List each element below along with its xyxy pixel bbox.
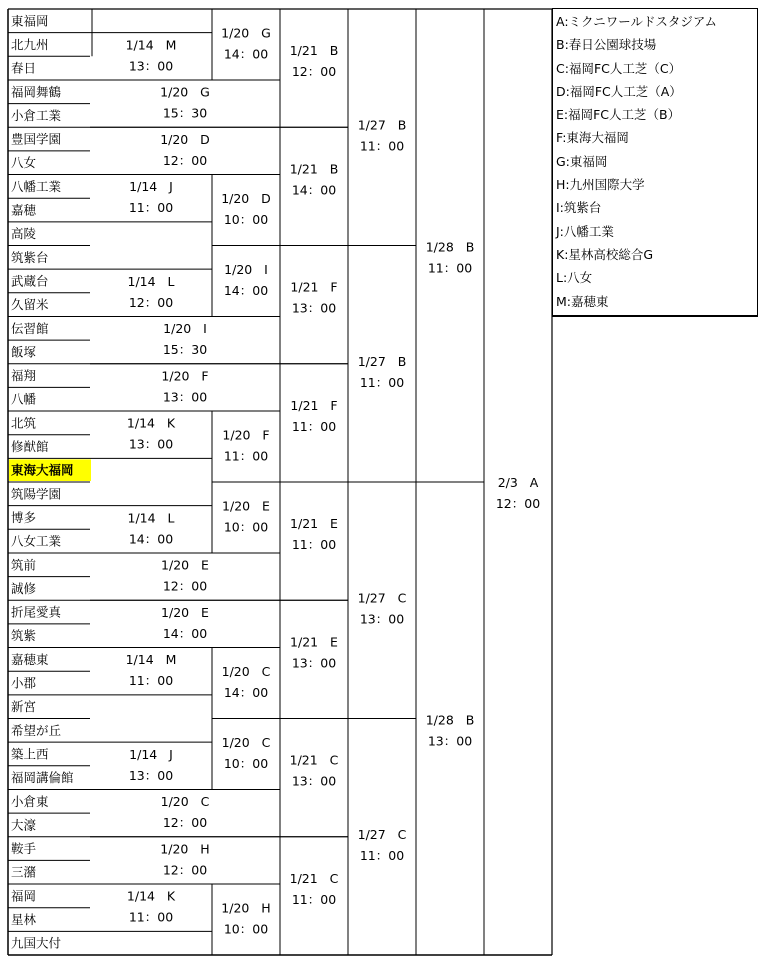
r4-match-date-venue: 1/27 B xyxy=(357,353,407,369)
team-name: 春日 xyxy=(11,60,37,76)
r3-match-date-venue: 1/21 E xyxy=(290,516,338,532)
team-name: 小郡 xyxy=(11,675,37,691)
team-name: 嘉穂東 xyxy=(11,651,49,667)
legend-item: L:八女 xyxy=(556,270,593,286)
r5-match-time: 13：00 xyxy=(427,733,473,749)
r1-match-time: 12：00 xyxy=(128,294,174,310)
r3-match-time: 14：00 xyxy=(291,182,337,198)
team-name: 筑紫 xyxy=(11,628,37,644)
team-name: 福岡 xyxy=(11,888,37,904)
team-name: 東福岡 xyxy=(11,13,49,29)
r1-match-time: 11：00 xyxy=(128,200,174,216)
r2-match-time: 12：00 xyxy=(162,862,208,878)
r2-match-time: 14：00 xyxy=(223,282,269,298)
r3-match-time: 13：00 xyxy=(291,300,337,316)
team-name: 星林 xyxy=(11,912,37,928)
r2-match-date-venue: 1/20 H xyxy=(221,900,271,916)
r5-match-date-venue: 1/28 B xyxy=(425,712,475,728)
r3-match-date-venue: 1/21 F xyxy=(290,279,338,295)
r2-match-time: 11：00 xyxy=(223,448,269,464)
team-name: 八女 xyxy=(11,155,37,171)
legend-item: F:東海大福岡 xyxy=(556,130,629,146)
r3-match-date-venue: 1/21 C xyxy=(289,870,339,886)
r2-match-time: 10：00 xyxy=(223,921,269,937)
team-name: 福岡舞鶴 xyxy=(11,84,62,100)
r4-match-time: 13：00 xyxy=(359,611,405,627)
r5-match-date-venue: 1/28 B xyxy=(425,239,475,255)
team-name: 折尾愛真 xyxy=(11,604,62,620)
team-name: 八女工業 xyxy=(11,533,62,549)
r2-match-date-venue: 1/20 D xyxy=(160,131,210,147)
legend-item: E:福岡FC人工芝（B） xyxy=(556,107,681,123)
team-name: 博多 xyxy=(11,509,37,525)
r1-match-date-venue: 1/14 M xyxy=(125,37,177,53)
r3-match-time: 11：00 xyxy=(291,537,337,553)
r3-match-date-venue: 1/21 E xyxy=(290,634,338,650)
r1-match-date-venue: 1/14 J xyxy=(129,179,173,195)
r2-match-date-venue: 1/20 H xyxy=(160,841,210,857)
team-name: 筑紫台 xyxy=(11,249,49,265)
r2-match-date-venue: 1/20 G xyxy=(221,25,271,41)
r1-match-time: 11：00 xyxy=(128,909,174,925)
team-name: 修猷館 xyxy=(11,439,49,455)
team-name: 福岡講倫館 xyxy=(11,770,74,786)
legend-item: K:星林高校総合G xyxy=(556,246,654,262)
r2-match-date-venue: 1/20 F xyxy=(222,427,270,443)
legend-item: D:福岡FC人工芝（A） xyxy=(556,83,682,99)
r2-match-time: 15：30 xyxy=(162,342,208,358)
r2-match-time: 12：00 xyxy=(162,815,208,831)
r3-match-date-venue: 1/21 F xyxy=(290,397,338,413)
team-name: 小倉東 xyxy=(11,793,49,809)
r5-match-time: 11：00 xyxy=(427,260,473,276)
r1-match-time: 13：00 xyxy=(128,767,174,783)
r3-match-time: 11：00 xyxy=(291,418,337,434)
legend-item: B:春日公園球技場 xyxy=(556,37,657,53)
r3-match-time: 12：00 xyxy=(291,64,337,80)
team-name: 久留米 xyxy=(11,297,49,313)
r2-match-time: 10：00 xyxy=(223,519,269,535)
r2-match-time: 13：00 xyxy=(162,389,208,405)
r2-match-time: 15：30 xyxy=(162,105,208,121)
r2-match-date-venue: 1/20 E xyxy=(222,498,270,514)
team-name: 三潴 xyxy=(11,864,37,880)
r1-match-time: 14：00 xyxy=(128,531,174,547)
legend-item: I:筑紫台 xyxy=(556,200,602,216)
team-name: 東海大福岡 xyxy=(11,462,74,478)
team-name: 飯塚 xyxy=(11,344,37,360)
team-name: 豊国学園 xyxy=(11,131,62,147)
r3-match-date-venue: 1/21 C xyxy=(289,752,339,768)
r1-match-time: 13：00 xyxy=(128,436,174,452)
final-match-time: 12：00 xyxy=(495,496,541,511)
r3-match-time: 11：00 xyxy=(291,891,337,907)
r1-match-date-venue: 1/14 J xyxy=(129,746,173,762)
r4-match-time: 11：00 xyxy=(359,374,405,390)
venue-legend xyxy=(552,8,758,317)
r1-match-date-venue: 1/14 L xyxy=(127,273,175,289)
r2-match-time: 14：00 xyxy=(162,625,208,641)
r2-match-date-venue: 1/20 G xyxy=(160,84,210,100)
legend-item: G:東福岡 xyxy=(556,153,608,169)
r2-match-time: 14：00 xyxy=(223,46,269,62)
legend-item: C:福岡FC人工芝（C） xyxy=(556,60,682,76)
r4-match-time: 11：00 xyxy=(359,847,405,863)
r2-match-date-venue: 1/20 I xyxy=(224,261,268,277)
legend-item: A:ミクニワールドスタジアム xyxy=(556,14,718,29)
team-name: 北九州 xyxy=(11,36,49,52)
r1-match-time: 13：00 xyxy=(128,58,174,74)
r2-match-date-venue: 1/20 E xyxy=(161,604,209,620)
team-name: 八幡 xyxy=(11,391,37,407)
r3-match-date-venue: 1/21 B xyxy=(289,161,339,177)
bracket-lines xyxy=(8,9,552,955)
team-name: 小倉工業 xyxy=(11,107,62,123)
legend-item: M:嘉穂東 xyxy=(556,293,609,309)
r1-match-date-venue: 1/14 M xyxy=(125,652,177,668)
team-name: 嘉穂 xyxy=(11,202,37,218)
team-name: 武蔵台 xyxy=(11,273,49,289)
r4-match-time: 11：00 xyxy=(359,138,405,154)
r2-match-date-venue: 1/20 C xyxy=(221,734,271,750)
r1-match-date-venue: 1/14 K xyxy=(126,888,176,904)
team-name: 築上西 xyxy=(11,746,49,762)
team-name: 北筑 xyxy=(11,415,37,431)
r3-match-date-venue: 1/21 B xyxy=(289,43,339,59)
match-labels xyxy=(126,25,541,936)
legend-item: J:八幡工業 xyxy=(556,223,614,239)
team-name: 筑陽学園 xyxy=(11,486,62,502)
team-name: 希望が丘 xyxy=(11,722,62,738)
r2-match-time: 10：00 xyxy=(223,212,269,228)
r2-match-date-venue: 1/20 F xyxy=(161,368,209,384)
team-name: 九国大付 xyxy=(11,935,62,951)
r2-match-date-venue: 1/20 I xyxy=(163,321,207,337)
r1-match-time: 11：00 xyxy=(128,673,174,689)
r4-match-date-venue: 1/27 B xyxy=(357,117,407,133)
team-name: 八幡工業 xyxy=(11,178,62,194)
team-name: 大濠 xyxy=(11,817,37,833)
legend-item: H:九州国際大学 xyxy=(556,177,645,193)
r2-match-time: 12：00 xyxy=(162,578,208,594)
r2-match-time: 10：00 xyxy=(223,755,269,771)
r1-match-date-venue: 1/14 L xyxy=(127,510,175,526)
r4-match-date-venue: 1/27 C xyxy=(357,826,407,842)
r2-match-date-venue: 1/20 D xyxy=(221,191,271,207)
final-match-date-venue: 2/3 A xyxy=(497,475,539,490)
team-name: 鞍手 xyxy=(11,841,37,857)
r3-match-time: 13：00 xyxy=(291,773,337,789)
team-name: 筑前 xyxy=(11,557,37,573)
team-name: 新宮 xyxy=(11,699,37,715)
r2-match-date-venue: 1/20 C xyxy=(160,794,210,810)
r1-match-date-venue: 1/14 K xyxy=(126,415,176,431)
r2-match-date-venue: 1/20 C xyxy=(221,664,271,680)
r4-match-date-venue: 1/27 C xyxy=(357,590,407,606)
r3-match-time: 13：00 xyxy=(291,655,337,671)
r2-match-date-venue: 1/20 E xyxy=(161,557,209,573)
team-name: 福翔 xyxy=(11,368,37,384)
team-name: 誠修 xyxy=(11,580,37,596)
team-name: 伝習館 xyxy=(11,320,49,336)
r2-match-time: 12：00 xyxy=(162,152,208,168)
team-name: 高陵 xyxy=(11,226,37,242)
r2-match-time: 14：00 xyxy=(223,685,269,701)
